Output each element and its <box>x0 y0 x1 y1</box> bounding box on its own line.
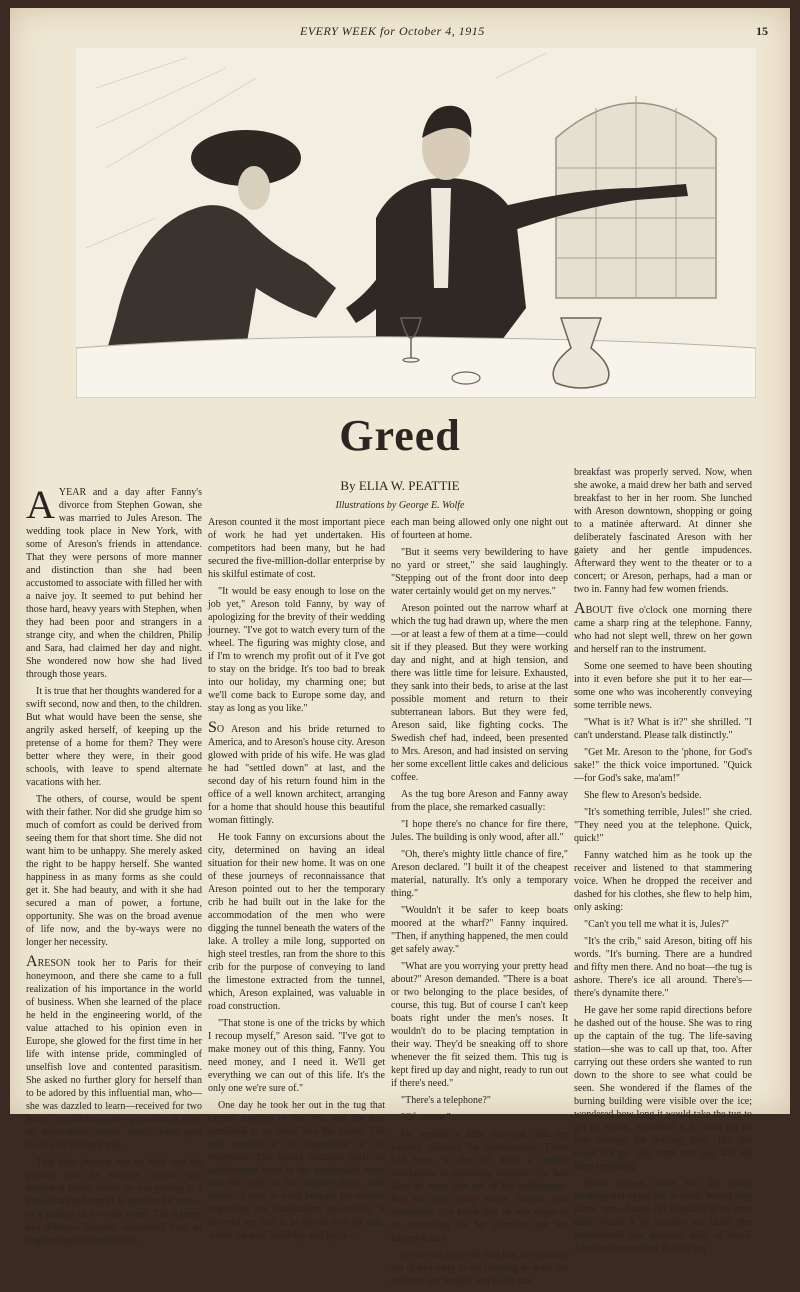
paragraph: "I hope there's no chance for fire there, Jules. The building is only wood, after all." <box>391 819 568 843</box>
paragraph: "What is it? What is it?" she shrilled. "I can't understand. Please talk distinctly." <box>574 717 752 741</box>
illustration <box>76 48 756 398</box>
paragraph: Hours passed while she lay there, thinking and trying not to think. Would they blame him—blame her husband? If the men died, would it be counted his fault? She remembered that structure built of wood. Jules had assured her that the tug <box>574 1178 752 1254</box>
paragraph: "But it seems very bewildering to have no yard or street," she said laughingly. "Stepping out of the front door into deep water certainly would get on my nerves." <box>391 547 568 597</box>
paragraph: Some one seemed to have been shouting into it even before she put it to her ear—some one who was incoherently conveying some terrible news. <box>574 661 752 711</box>
article-title: Greed <box>339 411 461 460</box>
initial-cap: A <box>574 600 586 617</box>
paragraph: AYEAR and a day after Fanny's divorce from Stephen Gowan, she was married to Jules Areson. The wedding took place in New York, with some of Areson's friends in attendance. That they were persons of more manner and distinction than she had been accustomed to associate with filled her with a naive joy. It seemed to put behind her those hard, heavy years with Stephen, when they had been poor and strangers in a strange city, and when the children, Philip and Sara, had claimed her day and night. She wondered now how she had lived through those years. <box>26 482 202 680</box>
paragraph: each man being allowed only one night out of fourteen at home. <box>391 517 568 541</box>
drop-cap: A <box>26 482 55 527</box>
column-3 <box>391 516 568 1292</box>
paragraph: "It's something terrible, Jules!" she cried. "They need you at the telephone. Quick, quick!" <box>574 807 752 844</box>
paragraph: The others, of course, would be spent with their father. Nor did she grudge him so much of comfort as could be derived from seeing them for that short time. She did not want him to be unhappy. She merely asked the right to be happy herself. She wanted happiness in as many forms as she could get it. She had beauty, and with it she had secured a man of power, a fortune, opportunity. She was on the broad avenue of life now, and the by-ways were no longer her necessity. <box>26 794 202 948</box>
paragraph: It is true that her thoughts wandered for a swift second, now and then, to the children. But what would have been the sense, she angrily asked herself, of keeping up the pretense of a home for them? They were better where they were, in their good schools, with leave to spend alternate vacations with her. <box>26 686 202 788</box>
paragraph: In the old days she had had to scramble out of bed early in the morning to dress the children and herself, and to see that <box>391 1250 568 1287</box>
column-1 <box>26 482 202 1251</box>
paragraph: That their journey was so brief was the penalty paid for success. Areson was needed at home, where he was putting in a three-branched tunnel to provide his city—or a portion of it—with water. The scheme had dramatic features, considered from an engineering standpoint, and <box>26 1157 202 1246</box>
illustrator-credit: Illustrations by George E. Wolfe <box>335 500 465 511</box>
paragraph: "What are you worrying your pretty head about?" Areson demanded. "There is a boat or two belonging to the place besides, of course, this tug. But of course I can't keep boats right under the men's noses. It wouldn't do to be placing temptation in their way. They'd be sneaking off to shore whenever the fit seized them. This tug is kept fired up day and night, ready to run out if there's need." <box>391 961 568 1089</box>
paragraph: breakfast was properly served. Now, when she awoke, a maid drew her bath and served breakfast to her in her room. She lunched with Areson downtown, shopping or going to a matinée afterward. At dinner she deliberately fascinated Areson with her gaiety and her gentle impudences. Afterward they went to the theater or to a concert; or Areson, perhaps, had a man or two in. Fanny had few women friends. <box>574 467 752 595</box>
paragraph: Fanny watched him as he took up the receiver and listened to that stammering voice. When he dropped the receiver and dashed for his clothes, she flew to help him, only asking: <box>574 850 752 913</box>
illustration-drawing <box>76 48 756 398</box>
paragraph: He gave her some rapid directions before he dashed out of the house. She was to ring up the captain of the tug. The life-saving station—she was to call up that, too. After carrying out these orders she wanted to run down to the shore to see what could be seen. She wondered if the flames of the burning building were visible over the ice; wondered how long it would take the tug to get up steam; wondered if it could cut its way through the drifting floes. But she could not go. She crept into bed and lay there trembling. <box>574 1005 752 1172</box>
paragraph: "It's the crib," said Areson, biting off his words. "It's burning. There are a hundred and fifty men there. And no boat—the tug is ashore. There's ice all around. There's—there's dynamite there." <box>574 936 752 999</box>
paragraph: ABOUT five o'clock one morning there came a sharp ring at the telephone. Fanny, who had not slept well, threw on her gown and herself ran to the instrument. <box>574 600 752 655</box>
paragraph: Areson counted it the most important piece of work he had yet undertaken. His competitors had been many, but he had secured the five-million-dollar enterprise by his skilful estimate of cost. <box>208 517 385 580</box>
paragraph: He took Fanny on excursions about the city, determined on having an ideal situation for their new home. It was on one of these journeys of reconnaissance that Areson pointed out to her the temporary crib he had built out in the lake for the accommodation of the men who were digging the tunnel beneath the waters of the lake. A trolley a mile long, supported on high steel trestles, ran from the shore to this crib for the purpose of conveying to land the limestone extracted from the tunnel, which, Areson explained, was valuable in road construction. <box>208 832 385 1012</box>
paragraph: She flew to Areson's bedside. <box>584 790 702 801</box>
paragraph: "Oh, there's mighty little chance of fire," Areson declared. "I built it of the cheapest material, naturally. It's only a temporary thing." <box>391 849 568 899</box>
paragraph: He seemed a little annoyed, and she adroitly changed the conversation. There had been, in the old days, a certain satisfaction in disturbing Stephen. She had liked to rouse him out of his indifference. But she was wary where Areson was concerned. She knew that he was eager to do everything for her comfort; and she adored luxury. <box>391 1129 568 1244</box>
paragraph: "Can't you tell me what it is, Jules?" <box>584 919 729 930</box>
initial-cap: S <box>208 719 217 736</box>
paragraph: "It would be easy enough to lose on the job yet," Areson told Fanny, by way of apologizing for the brevity of their wedding journey. "I've got to watch every turn of the wheel. The figuring was mighty close, and if I'm to wrench my profit out of it I've got to stay on the bridge. It's too bad to break into our holiday, my charming one; but we'll come back to Europe some day, and stay as long as you like." <box>208 586 385 714</box>
column-4 <box>574 466 752 1259</box>
magazine-page <box>10 8 790 1287</box>
paragraph: One day he took her out in the tug that carried supplies to the crib, and she was permitted to go down into the tunnel. She was amazed at the magnitude of the enterprise. The tunnel declared itself an achievement even to her uneducated eyes; and the sight of the activity there, with scores of men at work beneath the waters, impressed her imagination powerfully. It diverted her, too, to be shown over the crib, where the men lived day and night— <box>208 1100 385 1241</box>
byline: By ELIA W. PEATTIE <box>340 478 460 493</box>
paragraph: ARESON took her to Paris for their honeymoon, and there she came to a full realization of his importance in the world of business. When she learned of the place he held in the engineering world, of the value attached to his opinion even in Europe, she glowed for the first time in her life with intense pride, commingled of unselfish love and contented parasitism. She asked no further glory for herself than to be adored by this influential man, who—she was dazzled to learn—received for two hours' consultation with specialists in Paris an honorarium which would have paid twice over for their trip. <box>26 953 202 1151</box>
column-2 <box>208 516 385 1246</box>
paragraph: As the tug bore Areson and Fanny away from the place, she remarked casually: <box>391 789 568 813</box>
running-title: EVERY WEEK for October 4, 1915 <box>300 24 485 38</box>
paragraph: "There's a telephone?" <box>401 1095 491 1106</box>
initial-cap: A <box>26 953 38 970</box>
page-number: 15 <box>756 24 768 38</box>
paragraph: "Of course." <box>401 1112 451 1123</box>
paragraph: "That stone is one of the tricks by which I recoup myself," Areson said. "I've got to make money out of this thing, Fanny. You need money, and I need it. We'll get everything we can out of this life. It's the only one we're sure of." <box>208 1018 385 1094</box>
running-header <box>10 24 790 42</box>
paragraph: Areson pointed out the narrow wharf at which the tug had drawn up, where the men—or at least a few of them at a time—could sit if they pleased. But they were working day and night, and at high tension, and there was little time for leisure. Exhausted, they sank into their beds, to arise at the last possible moment and return to their subterranean labors. But they were fed, Areson said, like fighting cocks. The Swedish chef had, indeed, been presented to Mrs. Areson, and had insisted on serving her some excellent little cakes and delicious coffee. <box>391 603 568 783</box>
paragraph: "Get Mr. Areson to the 'phone, for God's sake!" the thick voice importuned. "Quick—for God's sake, ma'am!" <box>574 747 752 784</box>
paragraph: "Wouldn't it be safer to keep boats moored at the wharf?" Fanny inquired. "Then, if anything happened, the men could get safely away." <box>391 905 568 955</box>
paragraph: SO Areson and his bride returned to America, and to Areson's house city. Areson glowed with pride of his wife. He was glad he had "settled down" at last, and the second day of his return found him in the office of a well known architect, arranging for a home that should house this beautiful woman fittingly. <box>208 719 385 826</box>
